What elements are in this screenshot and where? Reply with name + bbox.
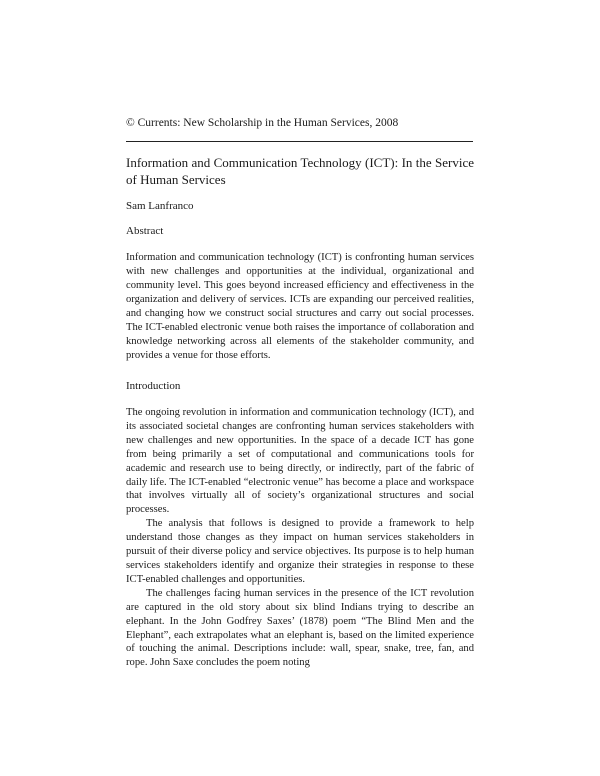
intro-paragraph-3: The challenges facing human services in the presence of the ICT revolution are captured in the old story about six blind Indians trying to describe an elephant. In the John Godfrey Saxes’ (1878) poem “The Blind Men and the Elephant”, each extrapolates what an elephant is, based on the limited experience of touching the animal. Descriptions include: wall, spear, snake, tree, fan, and rope. John Saxe concludes the poem noting bbox=[126, 587, 474, 669]
copyright-notice: © Currents: New Scholarship in the Human Services, 2008 bbox=[126, 117, 399, 129]
intro-paragraph-2: The analysis that follows is designed to provide a framework to help understand those changes as they impact on human services stakeholders in pursuit of their diverse policy and service objectives. Its purpose is to help human services stakeholders identify and organize their strategies in response to these ICT-enabled challenges and opportunities. bbox=[126, 518, 474, 585]
introduction-body bbox=[126, 406, 474, 670]
header-divider bbox=[126, 141, 473, 142]
author-name: Sam Lanfranco bbox=[126, 200, 194, 212]
abstract-body: Information and communication technology (ICT) is confronting human services with new challenges and opportunities at the individual, organizational and community level. This goes beyond increased efficiency and effectiveness in the organization and delivery of services. ICTs are expanding our perceived realities, and changing how we construct social structures and carry out social processes. The ICT-enabled electronic venue both raises the importance of collaboration and knowledge networking across all elements of the stakeholder community, and provides a venue for those efforts. bbox=[126, 252, 474, 361]
intro-paragraph-1: The ongoing revolution in information and communication technology (ICT), and its associated societal changes are confronting human services stakeholders with new challenges and new opportunities. In the space of a decade ICT has gone from being primarily a set of computational and communications tools for academic and research use to being directly, or indirectly, part of the fabric of daily life. The ICT-enabled “electronic venue” has become a place and workspace that involves virtually all of society’s organizational structures and social processes. bbox=[126, 407, 474, 516]
introduction-heading: Introduction bbox=[126, 380, 181, 392]
abstract-heading: Abstract bbox=[126, 225, 164, 237]
article-title: Information and Communication Technology (ICT): In the Service of Human Services bbox=[126, 155, 474, 187]
